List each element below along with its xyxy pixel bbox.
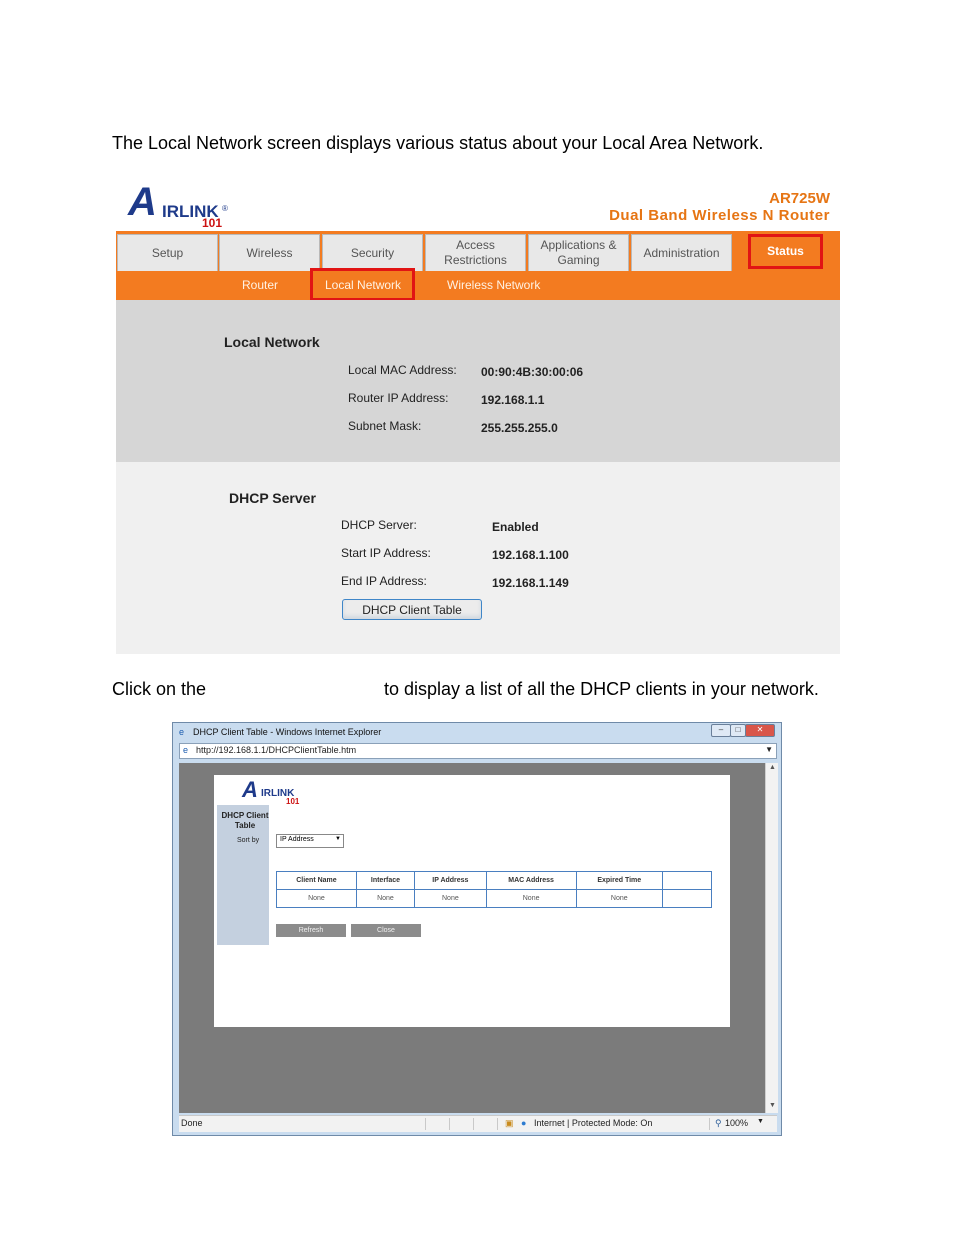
status-text: Done [181,1118,203,1128]
table-cell: None [486,890,576,908]
tab-setup[interactable]: Setup [117,234,218,271]
table-cell: None [415,890,487,908]
airlink-logo [128,180,238,230]
sub-tabs [116,271,840,300]
column-header: Expired Time [576,872,662,890]
model-name: AR725W [769,190,830,207]
subtab-local-network[interactable]: Local Network [325,278,402,292]
router-ip-value: 192.168.1.1 [481,393,545,407]
mac-value: 00:90:4B:30:00:06 [481,365,584,379]
table-cell: None [277,890,357,908]
logo-101: 101 [286,797,300,806]
tab-access-restrictions[interactable]: Access Restrictions [425,234,526,271]
tab-status[interactable]: Status [749,236,822,267]
logo-101: 101 [202,216,223,230]
zoom-level[interactable]: 100% [725,1118,749,1128]
column-header: MAC Address [486,872,576,890]
minimize-icon[interactable]: – [711,724,731,737]
sort-by-select[interactable] [276,834,344,848]
model-description: Dual Band Wireless N Router [609,207,830,224]
status-divider [449,1118,450,1130]
zoom-icon[interactable]: ⚲ [715,1118,722,1128]
dhcp-server-title: DHCP Server [229,490,316,506]
start-ip-label: Start IP Address: [341,546,431,560]
local-network-section [116,300,840,462]
status-divider [497,1118,498,1130]
close-icon[interactable]: ✕ [745,724,775,737]
tab-administration[interactable]: Administration [631,234,732,271]
subtab-router[interactable]: Router [242,278,279,292]
tab-security[interactable]: Security [322,234,423,271]
scroll-down-icon[interactable]: ▼ [769,1102,776,1109]
dhcp-server-value: Enabled [492,520,539,534]
subnet-mask-label: Subnet Mask: [348,419,422,433]
ie-window-screenshot [172,722,782,1136]
zone-text: Internet | Protected Mode: On [534,1118,653,1128]
chevron-down-icon[interactable]: ▼ [765,745,773,754]
table-header-row [277,872,712,890]
table-cell: None [576,890,662,908]
sort-by-label: Sort by [237,837,260,844]
end-ip-label: End IP Address: [341,574,427,588]
logo-irlink: IRLINK [261,788,295,799]
address-url: http://192.168.1.1/DHCPClientTable.htm [196,745,357,755]
browser-viewport [179,763,765,1113]
table-row [277,890,712,908]
dhcp-client-table [276,871,712,908]
dhcp-client-table-button[interactable]: DHCP Client Table [342,599,482,620]
ie-icon: e [179,727,185,737]
column-header: IP Address [415,872,487,890]
column-header: Client Name [277,872,357,890]
click-text-prefix: Click on the [112,679,207,699]
dhcp-server-section [116,462,840,654]
maximize-icon[interactable]: □ [730,724,746,737]
tab-applications-gaming[interactable]: Applications & Gaming [528,234,629,271]
status-bar [179,1115,777,1132]
scroll-up-icon[interactable]: ▲ [769,764,776,771]
column-header: Interface [356,872,414,890]
window-title: DHCP Client Table - Windows Internet Explorer [193,727,382,737]
status-divider [425,1118,426,1130]
sort-by-value: IP Address [280,836,314,843]
chevron-down-icon[interactable]: ▼ [757,1118,764,1125]
router-ip-label: Router IP Address: [348,391,449,405]
router-screenshot [116,178,840,654]
dhcp-server-label: DHCP Server: [341,518,417,532]
table-cell [663,890,712,908]
logo-letter: A [128,180,157,224]
refresh-button[interactable]: Refresh [276,924,346,937]
address-bar[interactable] [179,743,777,759]
logo-registered-mark: ® [222,204,228,213]
subtab-wireless-network[interactable]: Wireless Network [447,278,541,292]
sidebar [217,805,269,945]
window-controls [711,724,775,736]
globe-icon: ● [521,1118,527,1128]
column-header [663,872,712,890]
start-ip-value: 192.168.1.100 [492,548,569,562]
end-ip-value: 192.168.1.149 [492,576,569,590]
sidebar-title: DHCP Client Table [221,811,269,830]
page-icon: e [183,745,189,755]
logo-letter: A [242,777,258,802]
chevron-down-icon: ▼ [335,836,341,842]
local-network-title: Local Network [224,334,320,350]
click-text-suffix: to display a list of all the DHCP clients in your network. [384,679,819,699]
subnet-mask-value: 255.255.255.0 [481,421,558,435]
vertical-scrollbar[interactable] [765,763,778,1113]
tab-wireless[interactable]: Wireless [219,234,320,271]
status-divider [473,1118,474,1130]
close-button[interactable]: Close [351,924,421,937]
dhcp-client-page [214,775,730,1027]
intro-paragraph: The Local Network screen displays various status about your Local Area Network. [112,133,764,153]
security-icon: ▣ [505,1118,514,1128]
status-divider [709,1118,710,1130]
table-cell: None [356,890,414,908]
logo-irlink: IRLINK [162,202,219,221]
mac-label: Local MAC Address: [348,363,457,377]
main-tabs [116,231,840,271]
